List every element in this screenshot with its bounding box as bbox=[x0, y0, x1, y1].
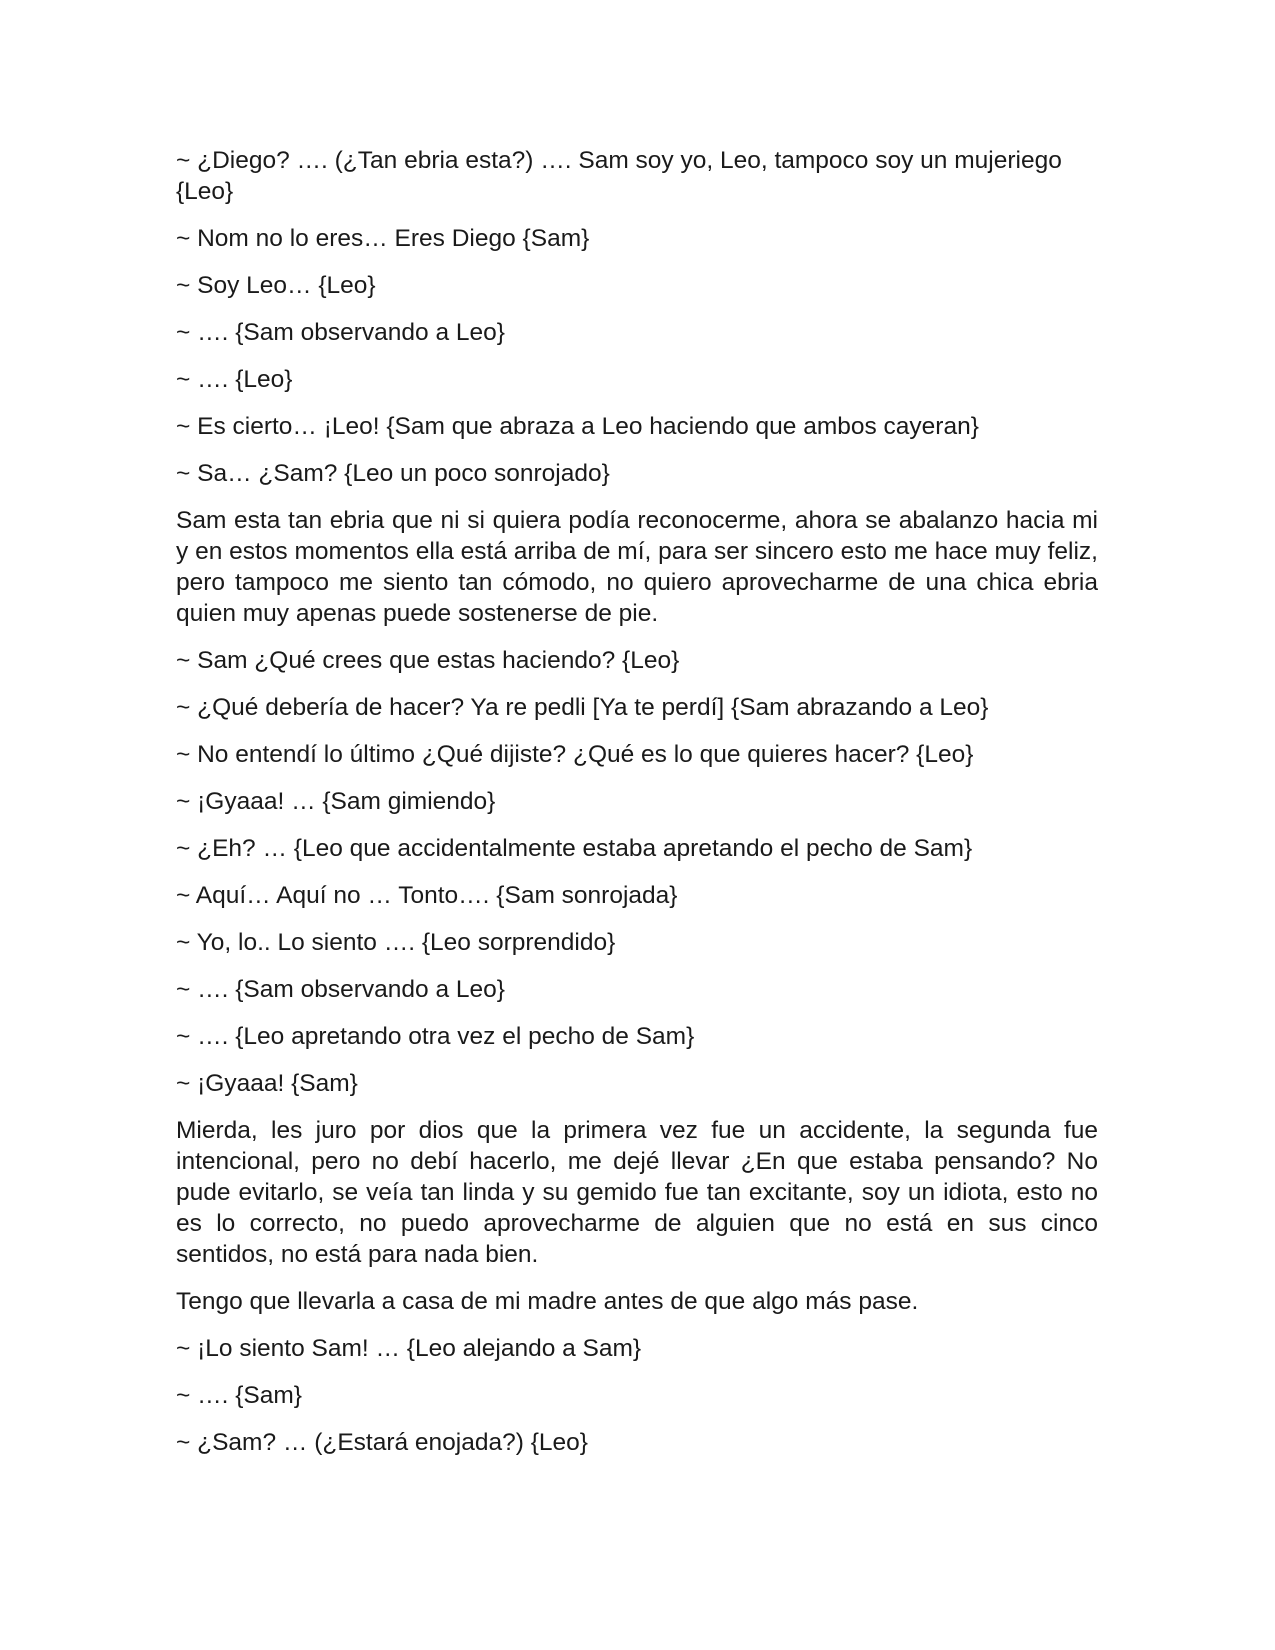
dialogue-line: ~ ¡Gyaaa! … {Sam gimiendo} bbox=[176, 788, 496, 815]
dialogue-line: ~ ¿Qué debería de hacer? Ya re pedli [Ya te perdí] {Sam abrazando a Leo} bbox=[176, 694, 989, 721]
dialogue-line: ~ Sa… ¿Sam? {Leo un poco sonrojado} bbox=[176, 460, 610, 487]
dialogue-line: ~ …. {Leo} bbox=[176, 366, 293, 393]
document-body bbox=[176, 145, 1098, 1474]
dialogue-line: ~ ¡Gyaaa! {Sam} bbox=[176, 1070, 358, 1097]
dialogue-line: ~ Aquí… Aquí no … Tonto…. {Sam sonrojada} bbox=[176, 882, 678, 909]
dialogue-line: ~ …. {Leo apretando otra vez el pecho de Sam} bbox=[176, 1023, 695, 1050]
dialogue-line: ~ Yo, lo.. Lo siento …. {Leo sorprendido} bbox=[176, 929, 616, 956]
dialogue-line: ~ Nom no lo eres… Eres Diego {Sam} bbox=[176, 225, 590, 252]
dialogue-line: ~ …. {Sam observando a Leo} bbox=[176, 976, 505, 1003]
dialogue-line: ~ Soy Leo… {Leo} bbox=[176, 272, 376, 299]
dialogue-line: ~ Es cierto… ¡Leo! {Sam que abraza a Leo haciendo que ambos cayeran} bbox=[176, 413, 979, 440]
dialogue-line: ~ …. {Sam observando a Leo} bbox=[176, 319, 505, 346]
narrative-paragraph: Sam esta tan ebria que ni si quiera podía reconocerme, ahora se abalanzo hacia mi y en estos momentos ella está arriba de mí, para ser sincero esto me hace muy feliz, pero tampoco me siento tan cómodo, no quiero aprovecharme de una chica ebria quien muy apenas puede sostenerse de pie. bbox=[176, 507, 1098, 627]
dialogue-line: ~ Sam ¿Qué crees que estas haciendo? {Leo} bbox=[176, 647, 680, 674]
dialogue-line: ~ ¿Eh? … {Leo que accidentalmente estaba apretando el pecho de Sam} bbox=[176, 835, 973, 862]
dialogue-line: ~ …. {Sam} bbox=[176, 1382, 302, 1409]
dialogue-line: ~ ¡Lo siento Sam! … {Leo alejando a Sam} bbox=[176, 1335, 642, 1362]
dialogue-line: ~ ¿Diego? …. (¿Tan ebria esta?) …. Sam soy yo, Leo, tampoco soy un mujeriego {Leo} bbox=[176, 147, 1062, 205]
dialogue-line: ~ No entendí lo último ¿Qué dijiste? ¿Qué es lo que quieres hacer? {Leo} bbox=[176, 741, 974, 768]
dialogue-line: ~ ¿Sam? … (¿Estará enojada?) {Leo} bbox=[176, 1429, 588, 1456]
narrative-paragraph: Tengo que llevarla a casa de mi madre antes de que algo más pase. bbox=[176, 1288, 919, 1315]
narrative-paragraph: Mierda, les juro por dios que la primera vez fue un accidente, la segunda fue intencional, pero no debí hacerlo, me dejé llevar ¿En que estaba pensando? No pude evitarlo, se veía tan linda y su gemido fue tan excitante, soy un idiota, esto no es lo correcto, no puedo aprovecharme de alguien que no está en sus cinco sentidos, no está para nada bien. bbox=[176, 1117, 1098, 1268]
